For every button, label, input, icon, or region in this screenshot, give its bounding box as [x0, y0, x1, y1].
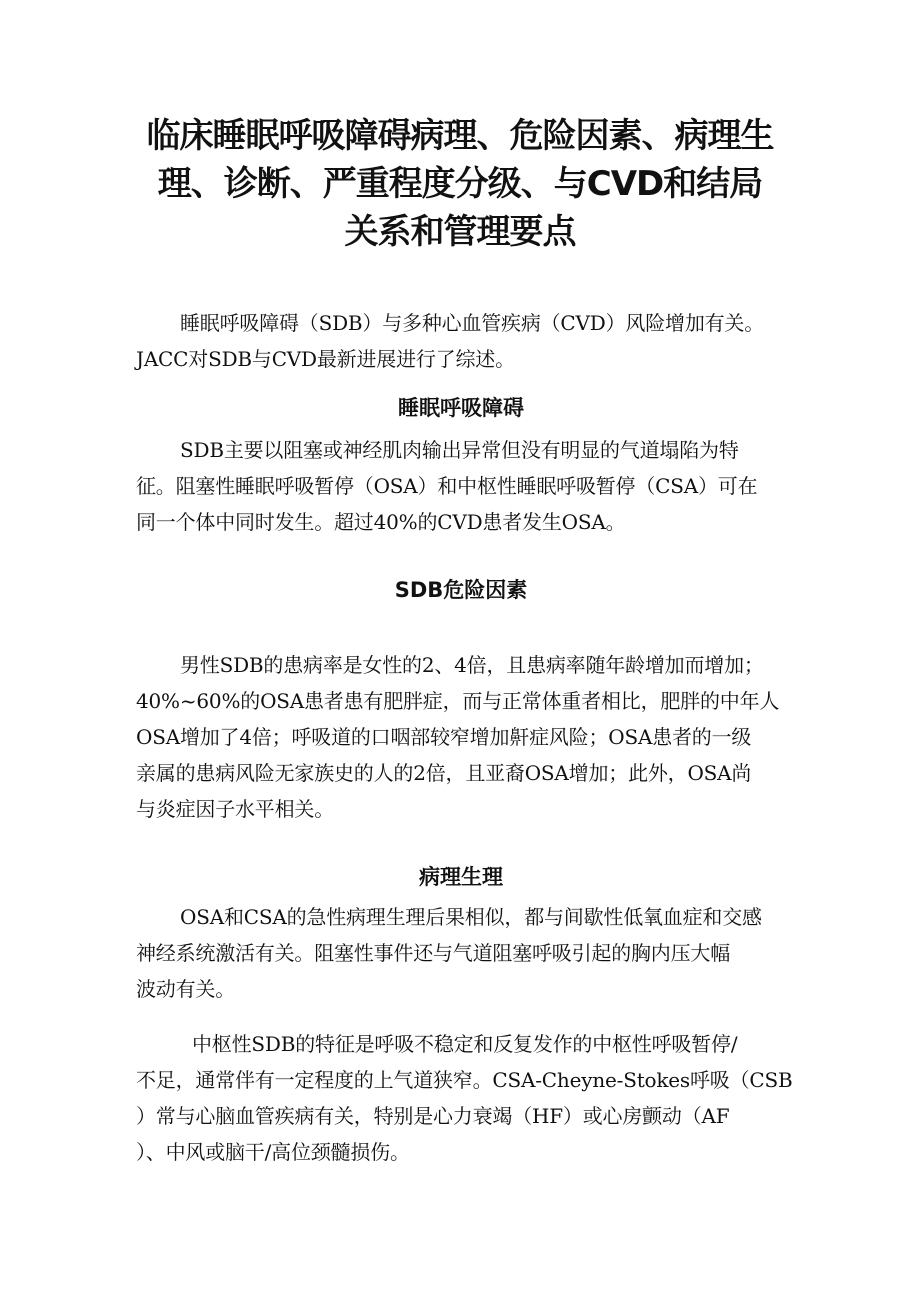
section-heading-risk-factors: SDB危险因素 [394, 578, 528, 602]
pathophysiology-paragraph-2 [136, 1026, 793, 1170]
intro-paragraph [136, 305, 786, 377]
text-line: 征。阻塞性睡眠呼吸暂停（OSA）和中枢性睡眠呼吸暂停（CSA）可在 [136, 474, 758, 498]
title-line: 临床睡眠呼吸障碍病理、危险因素、病理生 [146, 116, 774, 156]
text-line: ）常与心脑血管疾病有关，特别是心力衰竭（HF）或心房颤动（AF [136, 1104, 730, 1128]
text-line: 波动有关。 [136, 977, 235, 1001]
text-line: SDB主要以阻塞或神经肌肉输出异常但没有明显的气道塌陷为特 [180, 438, 739, 462]
document-title [120, 112, 800, 256]
text-line: ）、中风或脑干/高位颈髓损伤。 [136, 1140, 410, 1164]
text-line: 中枢性SDB的特征是呼吸不稳定和反复发作的中枢性呼吸暂停/ [192, 1032, 738, 1056]
text-line: 男性SDB的患病率是女性的2、4倍，且患病率随年龄增加而增加； [180, 653, 764, 677]
text-line: OSA和CSA的急性病理生理后果相似，都与间歇性低氧血症和交感 [180, 905, 762, 929]
section-heading-sdb: 睡眠呼吸障碍 [398, 396, 524, 420]
title-line: 理、诊断、严重程度分级、与CVD和结局 [157, 164, 763, 204]
text-line: JACC对SDB与CVD最新进展进行了综述。 [136, 347, 515, 371]
pathophysiology-paragraph-1 [136, 899, 786, 1007]
text-line: 同一个体中同时发生。超过40%的CVD患者发生OSA。 [136, 510, 626, 534]
text-line: 睡眠呼吸障碍（SDB）与多种心血管疾病（CVD）风险增加有关。 [180, 311, 765, 335]
text-line: 与炎症因子水平相关。 [136, 797, 334, 821]
text-line: 40%~60%的OSA患者患有肥胖症，而与正常体重者相比，肥胖的中年人 [136, 689, 780, 713]
text-line: 神经系统激活有关。阻塞性事件还与气道阻塞呼吸引起的胸内压大幅 [136, 941, 730, 965]
text-line: 亲属的患病风险无家族史的人的2倍，且亚裔OSA增加；此外，OSA尚 [136, 761, 752, 785]
title-line: 关系和管理要点 [344, 212, 576, 252]
text-line: 不足，通常伴有一定程度的上气道狭窄。CSA-Cheyne-Stokes呼吸（CSB [136, 1068, 793, 1092]
text-line: OSA增加了4倍；呼吸道的口咽部较窄增加鼾症风险；OSA患者的一级 [136, 725, 752, 749]
sdb-paragraph [136, 432, 786, 540]
risk-factors-paragraph [136, 647, 786, 827]
section-heading-pathophysiology: 病理生理 [419, 865, 503, 889]
